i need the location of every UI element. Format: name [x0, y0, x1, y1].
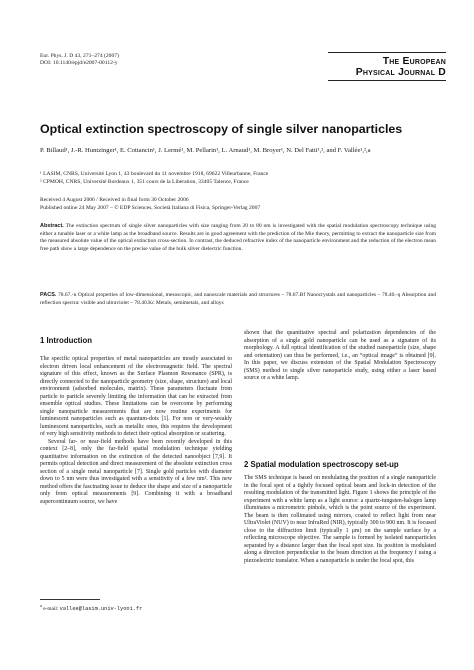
- paper-title: Optical extinction spectroscopy of single silver nanoparticles: [40, 122, 403, 136]
- footnote: [40, 602, 232, 613]
- setup-column: [244, 475, 436, 565]
- section-1-heading: 1 Introduction: [40, 336, 92, 345]
- journal-name-block: [328, 52, 446, 81]
- published-date: Published online 24 May 2007 – © EDP Sciences, Società Italiana di Fisica, Springer-Verlag 2007: [40, 205, 261, 211]
- footnote-label: e-mail:: [43, 605, 59, 612]
- intro-continuation: [244, 330, 436, 383]
- footnote-email: vallee@lasim.univ-lyon1.fr: [59, 605, 143, 612]
- intro-paragraph-3: shown that the quantitative spectral and polarization dependencies of the absorption of a single gold nanoparticle can be used as a signature of its morphology. A full optical identification of the studied nanoparticle (size, shape and orientation) can thus be performed, i.e., an “optical image” is obtained [9]. In this paper, we discuss extension of the Spatial Modulation Spectroscopy (SMS) method to single silver nanoparticle study, using either a laser based source or a white lamp.: [244, 330, 436, 381]
- intro-paragraph-1: The specific optical properties of metal nanoparticles are mostly associated to electron driven local enhancement of the electromagnetic field. The spectral signature of this effect, known as the Surface Plasmon Resonance (SPR), is directly connected to the nanoparticle geometry (size, shape, structure) and local environment (adsorbed molecules, matrix). These parameters fluctuate from particle to particle severely limiting the information that can be extracted from ensemble optical studies. These limitations can be overcome by performing single nanoparticle measurements that are now routine experiments for luminescent nanoparticles such as quantum-dots [1]. For non or very-weakly luminescent nanoparticles, such as metallic ones, this requires the development of very high sensitivity methods to detect their optical absorption or scattering.: [40, 356, 232, 437]
- abstract: [40, 223, 436, 253]
- intro-paragraph-2: Several far- or near-field methods have been recently developed in this context [2–8], only the far-field spatial modulation technique yielding quantitative information on the extinction of the detected nanoobject [7,9]. It permits optical detection and direct measurement of the absolute extinction cross section of a single metal nanoparticle [7]. Single gold particles with diameter down to 5 nm were thus investigated with a sensitivity of a few nm². This new method offers the fascinating issue to deduce the shape and size of a nanoparticle only from optical measurements [9]. Combining it with a broadband supercontinuum source, we have: [40, 438, 232, 505]
- journal-doi: DOI: 10.1140/epjd/e2007-00112-y: [40, 60, 118, 66]
- intro-column: [40, 356, 232, 506]
- pacs-codes: [40, 292, 436, 307]
- abstract-label: Abstract.: [40, 223, 64, 229]
- section-2-heading: 2 Spatial modulation spectroscopy set-up: [244, 460, 399, 469]
- affiliation-2: ² CPMOH, CNRS, Université Bordeaux 1, 351 cours de la Liberation, 33405 Talence, France: [40, 179, 249, 185]
- journal-name-line2: Physical Journal D: [355, 67, 446, 78]
- journal-reference: [40, 53, 240, 67]
- journal-citation: Eur. Phys. J. D 43, 271–274 (2007): [40, 53, 119, 59]
- affiliation-1: ¹ LASIM, CNRS, Université Lyon 1, 43 boulevard du 11 novembre 1918, 69622 Villeurbanne, France: [40, 171, 269, 177]
- received-date: Received 4 August 2006 / Received in final form 30 October 2006: [40, 197, 189, 203]
- pacs-label: PACS.: [40, 292, 57, 298]
- setup-paragraph-1: The SMS technique is based on modulating the position of a single nanoparticle in the focal spot of a tightly focused optical beam and lock-in detection of the resulting modulation of the transmitted light. Figure 1 shows the principle of the experiment with a white lamp as a light source: a quartz-tungsten-halogen lamp illuminates a micrometric pinhole, which is the point source of the experiment. The beam is then collimated using mirrors, coated to reflect light from near UltraViolet (NUV) to near InfraRed (NIR), typically 300 to 900 nm. It is focused close to the diffraction limit (typically 1 μm) on the sample surface by a reflecting microscope objective. The sample is formed by isolated nanoparticles separated by a distance larger than the focal spot size. Its position is modulated along a direction perpendicular to the beam direction at the frequency f using a piezoelectric translator. When a nanoparticle is under the focal spot, this: [244, 475, 436, 564]
- publication-dates: [40, 196, 436, 212]
- journal-name-line1: The European: [382, 56, 446, 67]
- abstract-text: The extinction spectrum of single silver nanoparticles with size ranging from 20 to 80 nm is investigated with the spatial modulation spectroscopy technique using either a tunable laser or a white lamp as the broadband source. Results are in good agreement with the prediction of the Mie theory, permitting to extract the nanoparticle size from the measured absolute value of the optical extinction cross-section. In contrast, the deduced refractive index of the nanoparticle environment and the reduction of the electron mean free path show a large dependence on the precise value of the bulk silver dielectric function.: [40, 223, 436, 252]
- pacs-text: 78.67.-n Optical properties of low-dimensional, mesoscopic, and nanoscale materials and structures – 78.67.Bf Nanocrystals and nanoparticles – 78.40.-q Absorption and reflection spectra: visible and ultraviolet – 78.40.Kc Metals, semimetals, and alloys: [40, 292, 437, 306]
- affiliations: [40, 170, 436, 186]
- footnote-marker: a: [40, 603, 42, 608]
- footnote-divider: [40, 599, 100, 600]
- author-list: P. Billaud¹, J.-R. Huntzinger¹, E. Cottancin¹, J. Lermé¹, M. Pellarin¹, L. Arnaud¹, M. Broyer¹, N. Del Fatti¹,², and F. Vallée¹,²,a: [40, 147, 371, 154]
